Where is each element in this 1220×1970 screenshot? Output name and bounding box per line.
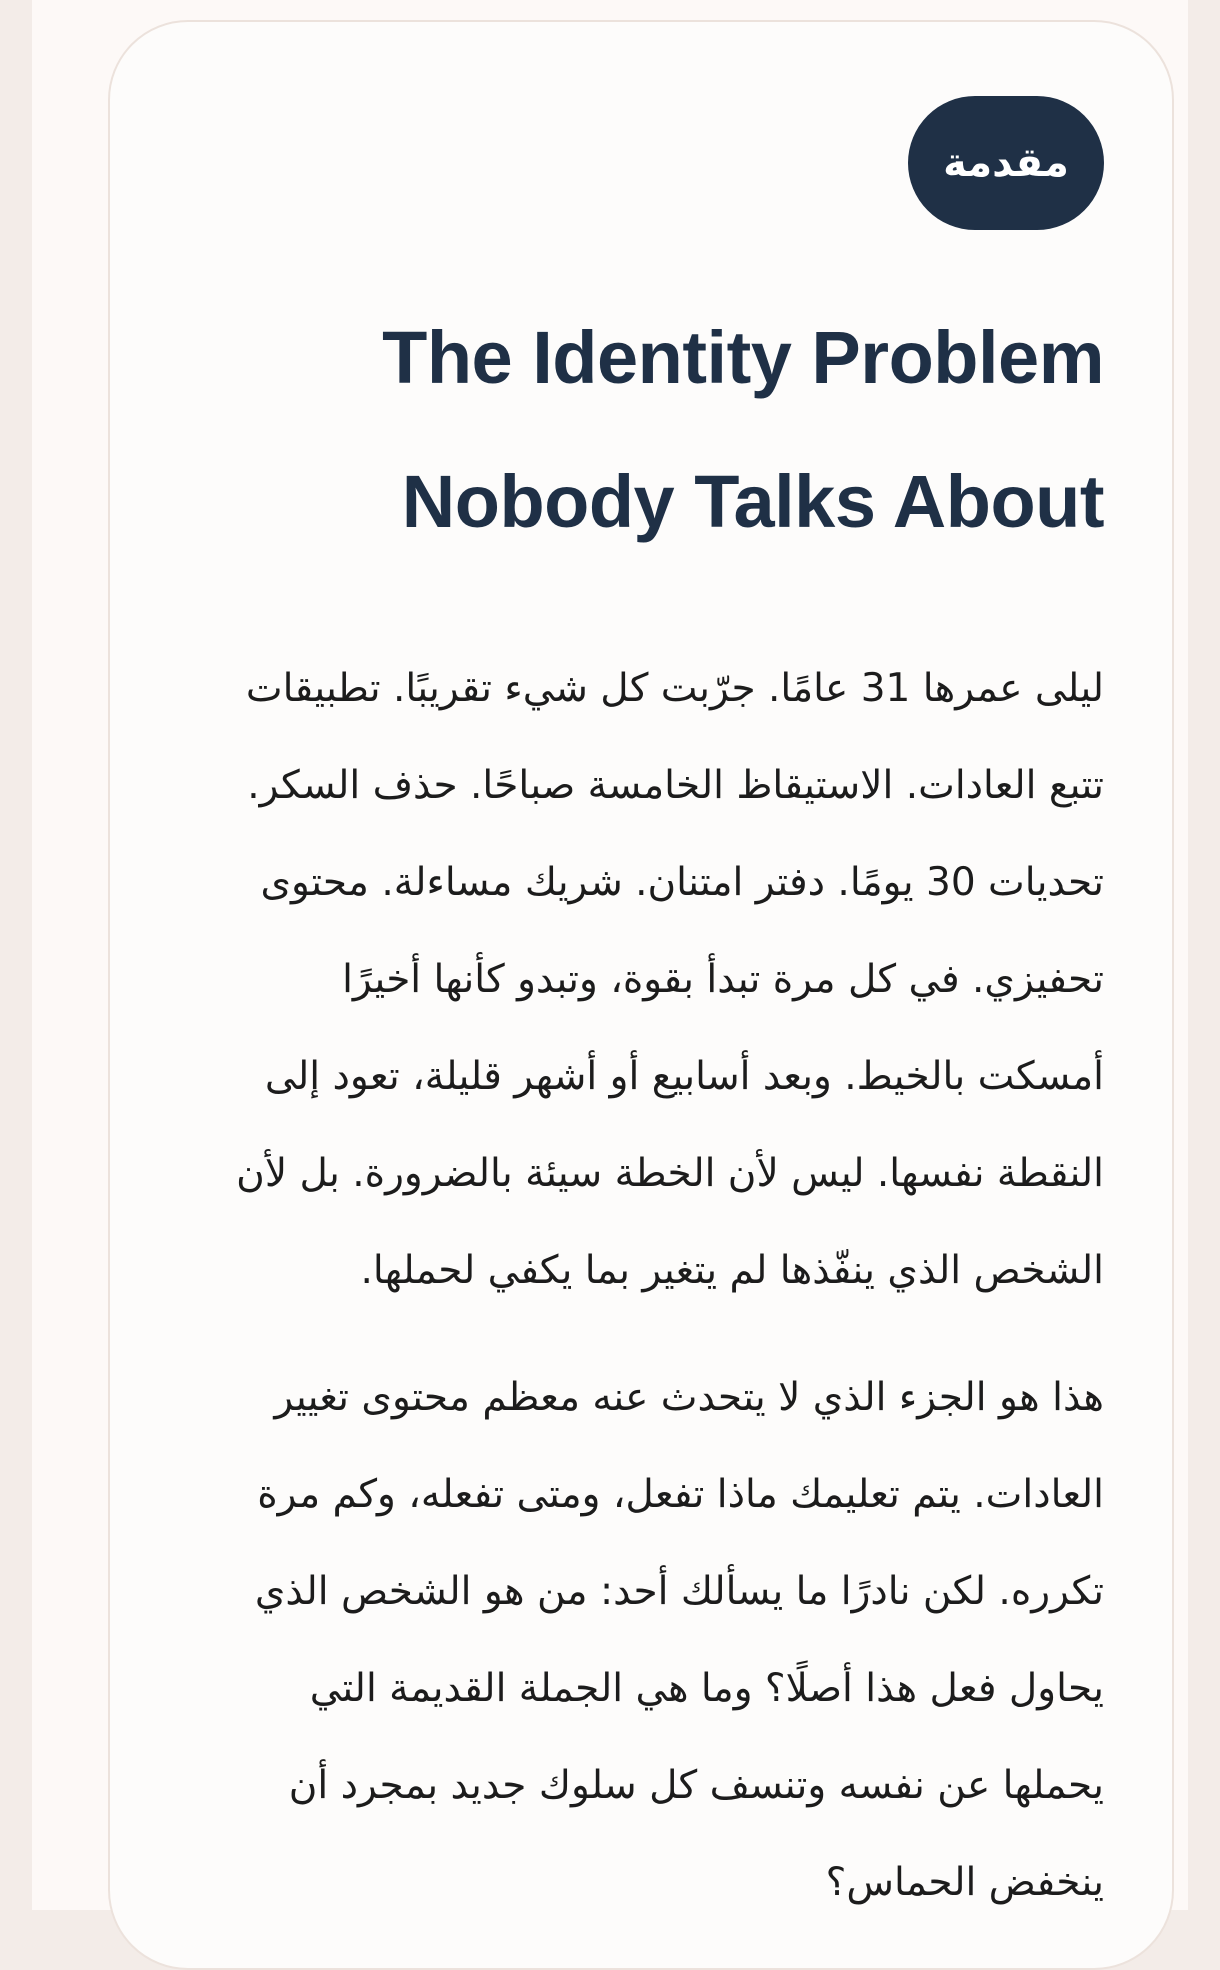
article-title-line: Nobody Talks About bbox=[401, 460, 1104, 543]
paragraph-2 bbox=[166, 1349, 1104, 1931]
section-badge: مقدمة bbox=[908, 96, 1104, 230]
text-line: ليلى عمرها 31 عامًا. جرّبت كل شيء تقريبًا. تطبيقات bbox=[245, 666, 1104, 711]
article-card bbox=[108, 20, 1174, 1970]
text-line: تتبع العادات. الاستيقاظ الخامسة صباحًا. حذف السكر. bbox=[247, 763, 1104, 808]
text-line: أمسكت بالخيط. وبعد أسابيع أو أشهر قليلة، تعود إلى bbox=[264, 1054, 1104, 1099]
text-line: ينخفض الحماس؟ bbox=[825, 1860, 1104, 1905]
paragraph-1 bbox=[166, 640, 1104, 1319]
text-line: الشخص الذي ينفّذها لم يتغير بما يكفي لحملها. bbox=[360, 1248, 1104, 1293]
article-title bbox=[204, 286, 1104, 574]
text-line: تحديات 30 يومًا. دفتر امتنان. شريك مساءلة. محتوى bbox=[260, 860, 1104, 905]
text-line: يحاول فعل هذا أصلًا؟ وما هي الجملة القديمة التي bbox=[309, 1666, 1104, 1711]
article-body bbox=[166, 640, 1104, 1931]
text-line: هذا هو الجزء الذي لا يتحدث عنه معظم محتوى تغيير bbox=[274, 1375, 1104, 1420]
text-line: تكرره. لكن نادرًا ما يسألك أحد: من هو الشخص الذي bbox=[254, 1569, 1104, 1614]
page-background bbox=[32, 0, 1188, 1910]
text-line: تحفيزي. في كل مرة تبدأ بقوة، وتبدو كأنها أخيرًا bbox=[342, 957, 1104, 1002]
text-line: يحملها عن نفسه وتنسف كل سلوك جديد بمجرد أن bbox=[288, 1763, 1104, 1808]
article-title-line: The Identity Problem bbox=[382, 316, 1104, 399]
text-line: النقطة نفسها. ليس لأن الخطة سيئة بالضرورة. بل لأن bbox=[236, 1151, 1104, 1196]
text-line: العادات. يتم تعليمك ماذا تفعل، ومتى تفعله، وكم مرة bbox=[257, 1472, 1104, 1517]
